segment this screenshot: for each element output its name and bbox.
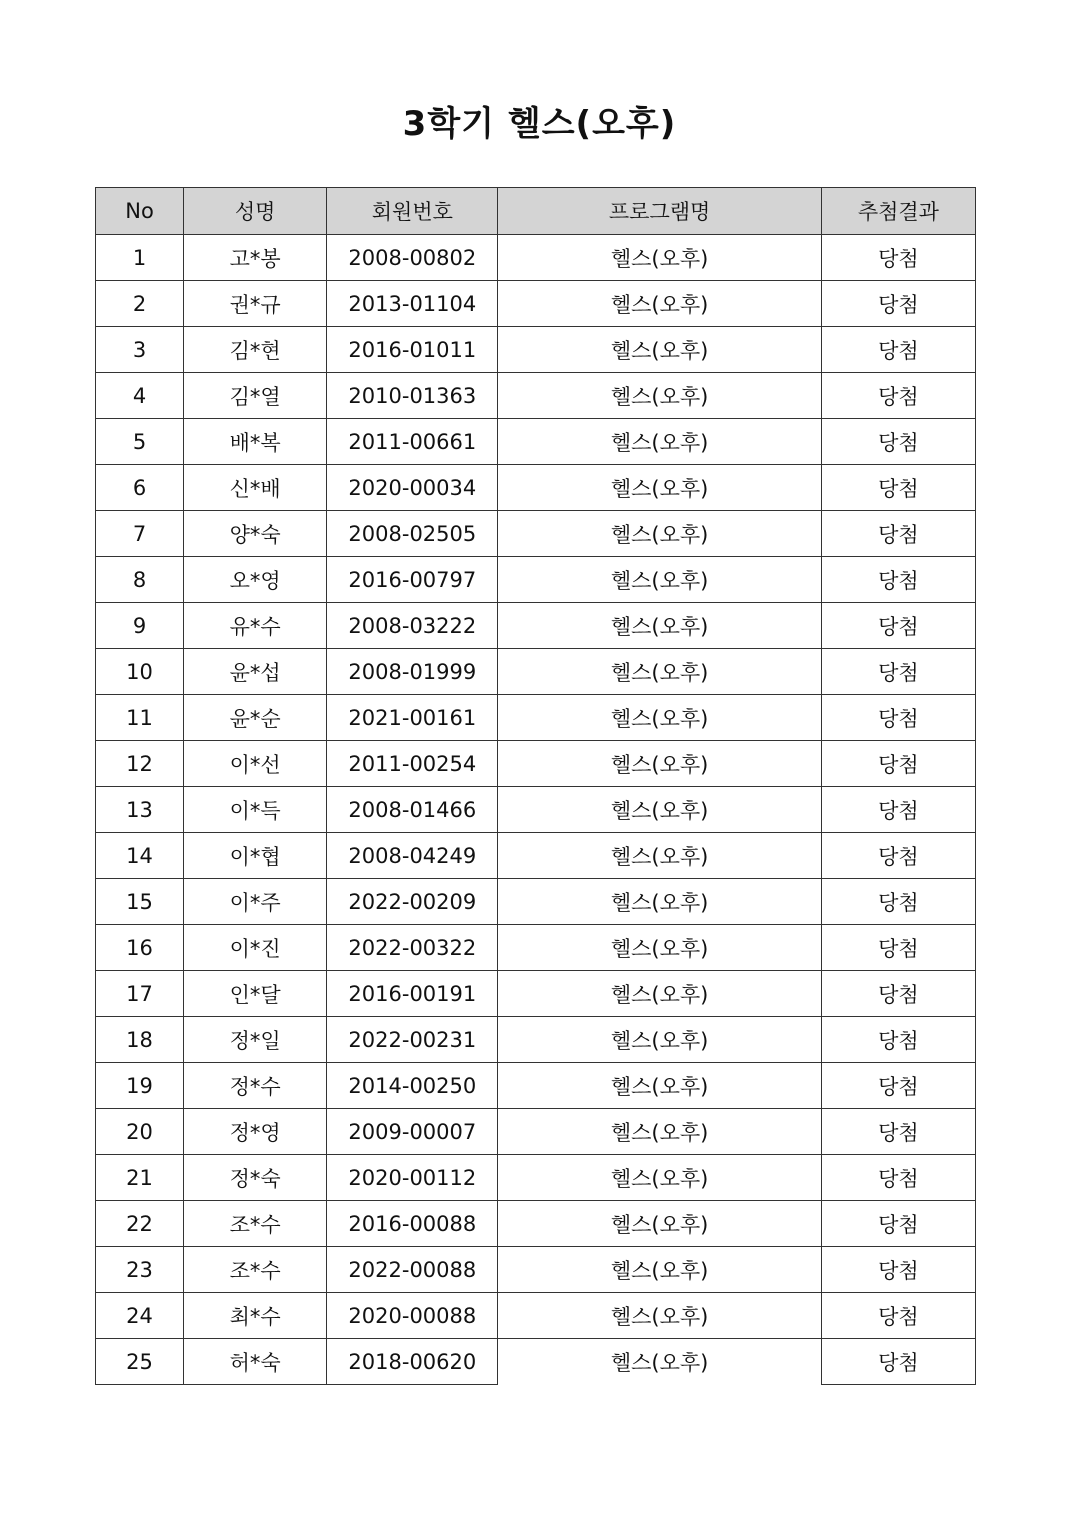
cell-member-id: 2016-00797 [327,557,498,603]
table-row [96,603,976,649]
header-name: 성명 [184,188,327,235]
cell-program: 헬스(오후) [498,465,821,511]
cell-name: 이*주 [184,879,327,925]
table-row [96,465,976,511]
cell-member-id: 2021-00161 [327,695,498,741]
cell-member-id: 2011-00254 [327,741,498,787]
table-row [96,327,976,373]
cell-no: 10 [96,649,184,695]
table-row [96,741,976,787]
cell-member-id: 2011-00661 [327,419,498,465]
table-row [96,1339,976,1385]
table-row [96,557,976,603]
cell-result: 당첨 [821,787,975,833]
cell-member-id: 2016-00088 [327,1201,498,1247]
cell-member-id: 2010-01363 [327,373,498,419]
cell-name: 인*달 [184,971,327,1017]
cell-program: 헬스(오후) [498,1339,821,1385]
cell-member-id: 2008-04249 [327,833,498,879]
cell-no: 12 [96,741,184,787]
table-row [96,281,976,327]
cell-member-id: 2022-00209 [327,879,498,925]
cell-result: 당첨 [821,511,975,557]
cell-program: 헬스(오후) [498,1293,821,1339]
cell-result: 당첨 [821,1293,975,1339]
table-row [96,1109,976,1155]
cell-member-id: 2020-00034 [327,465,498,511]
cell-no: 18 [96,1017,184,1063]
cell-no: 16 [96,925,184,971]
table-row [96,373,976,419]
cell-name: 이*진 [184,925,327,971]
cell-result: 당첨 [821,557,975,603]
cell-result: 당첨 [821,833,975,879]
cell-member-id: 2018-00620 [327,1339,498,1385]
cell-name: 오*영 [184,557,327,603]
cell-no: 25 [96,1339,184,1385]
cell-name: 김*현 [184,327,327,373]
cell-member-id: 2013-01104 [327,281,498,327]
cell-no: 4 [96,373,184,419]
cell-program: 헬스(오후) [498,879,821,925]
cell-no: 14 [96,833,184,879]
table-row [96,1017,976,1063]
cell-program: 헬스(오후) [498,833,821,879]
table-row [96,235,976,281]
cell-result: 당첨 [821,1201,975,1247]
cell-member-id: 2020-00088 [327,1293,498,1339]
cell-member-id: 2008-03222 [327,603,498,649]
cell-program: 헬스(오후) [498,373,821,419]
cell-program: 헬스(오후) [498,695,821,741]
cell-name: 이*선 [184,741,327,787]
cell-program: 헬스(오후) [498,1201,821,1247]
cell-result: 당첨 [821,1017,975,1063]
cell-member-id: 2016-00191 [327,971,498,1017]
cell-no: 6 [96,465,184,511]
cell-member-id: 2022-00231 [327,1017,498,1063]
cell-result: 당첨 [821,649,975,695]
header-no: No [96,188,184,235]
cell-no: 15 [96,879,184,925]
cell-name: 윤*순 [184,695,327,741]
cell-member-id: 2022-00088 [327,1247,498,1293]
cell-no: 20 [96,1109,184,1155]
cell-result: 당첨 [821,1063,975,1109]
table-row [96,971,976,1017]
cell-program: 헬스(오후) [498,1017,821,1063]
cell-no: 24 [96,1293,184,1339]
cell-program: 헬스(오후) [498,1247,821,1293]
cell-no: 17 [96,971,184,1017]
cell-name: 고*봉 [184,235,327,281]
cell-program: 헬스(오후) [498,281,821,327]
table-row [96,1063,976,1109]
cell-member-id: 2009-00007 [327,1109,498,1155]
cell-name: 정*영 [184,1109,327,1155]
table-row [96,649,976,695]
cell-no: 22 [96,1201,184,1247]
cell-no: 3 [96,327,184,373]
cell-result: 당첨 [821,327,975,373]
table-row [96,879,976,925]
cell-program: 헬스(오후) [498,557,821,603]
cell-member-id: 2016-01011 [327,327,498,373]
table-row [96,1293,976,1339]
cell-program: 헬스(오후) [498,235,821,281]
cell-result: 당첨 [821,971,975,1017]
cell-result: 당첨 [821,1339,975,1385]
cell-member-id: 2022-00322 [327,925,498,971]
cell-no: 7 [96,511,184,557]
cell-result: 당첨 [821,695,975,741]
cell-name: 조*수 [184,1247,327,1293]
cell-program: 헬스(오후) [498,1155,821,1201]
cell-no: 23 [96,1247,184,1293]
cell-result: 당첨 [821,1155,975,1201]
cell-program: 헬스(오후) [498,603,821,649]
cell-program: 헬스(오후) [498,971,821,1017]
cell-result: 당첨 [821,419,975,465]
cell-no: 8 [96,557,184,603]
table-row [96,511,976,557]
cell-result: 당첨 [821,1109,975,1155]
cell-name: 김*열 [184,373,327,419]
table-header [96,188,976,235]
cell-member-id: 2008-02505 [327,511,498,557]
cell-name: 유*수 [184,603,327,649]
cell-name: 신*배 [184,465,327,511]
cell-name: 정*일 [184,1017,327,1063]
cell-name: 권*규 [184,281,327,327]
cell-program: 헬스(오후) [498,787,821,833]
cell-result: 당첨 [821,1247,975,1293]
cell-no: 11 [96,695,184,741]
table-row [96,787,976,833]
cell-result: 당첨 [821,465,975,511]
cell-name: 이*득 [184,787,327,833]
cell-member-id: 2008-01466 [327,787,498,833]
cell-member-id: 2008-00802 [327,235,498,281]
cell-name: 허*숙 [184,1339,327,1385]
lottery-result-table [95,187,976,1385]
table-row [96,833,976,879]
cell-name: 양*숙 [184,511,327,557]
header-row [96,188,976,235]
cell-name: 조*수 [184,1201,327,1247]
cell-name: 이*협 [184,833,327,879]
cell-name: 정*수 [184,1063,327,1109]
cell-name: 배*복 [184,419,327,465]
cell-program: 헬스(오후) [498,925,821,971]
table-row [96,419,976,465]
cell-program: 헬스(오후) [498,327,821,373]
cell-program: 헬스(오후) [498,649,821,695]
cell-no: 1 [96,235,184,281]
cell-result: 당첨 [821,741,975,787]
cell-program: 헬스(오후) [498,741,821,787]
cell-no: 13 [96,787,184,833]
cell-result: 당첨 [821,925,975,971]
cell-no: 2 [96,281,184,327]
table-row [96,1155,976,1201]
table-row [96,1247,976,1293]
cell-no: 21 [96,1155,184,1201]
cell-program: 헬스(오후) [498,511,821,557]
cell-name: 정*숙 [184,1155,327,1201]
table-body [96,235,976,1385]
header-program: 프로그램명 [498,188,821,235]
table-row [96,1201,976,1247]
cell-name: 최*수 [184,1293,327,1339]
cell-result: 당첨 [821,879,975,925]
cell-result: 당첨 [821,603,975,649]
cell-no: 5 [96,419,184,465]
cell-name: 윤*섭 [184,649,327,695]
table-row [96,925,976,971]
header-result: 추첨결과 [821,188,975,235]
cell-member-id: 2008-01999 [327,649,498,695]
cell-program: 헬스(오후) [498,1063,821,1109]
cell-program: 헬스(오후) [498,1109,821,1155]
cell-no: 19 [96,1063,184,1109]
cell-result: 당첨 [821,281,975,327]
cell-no: 9 [96,603,184,649]
cell-program: 헬스(오후) [498,419,821,465]
cell-result: 당첨 [821,235,975,281]
header-member-id: 회원번호 [327,188,498,235]
cell-member-id: 2020-00112 [327,1155,498,1201]
page-title: 3학기 헬스(오후) [402,104,677,144]
cell-member-id: 2014-00250 [327,1063,498,1109]
cell-result: 당첨 [821,373,975,419]
table-row [96,695,976,741]
